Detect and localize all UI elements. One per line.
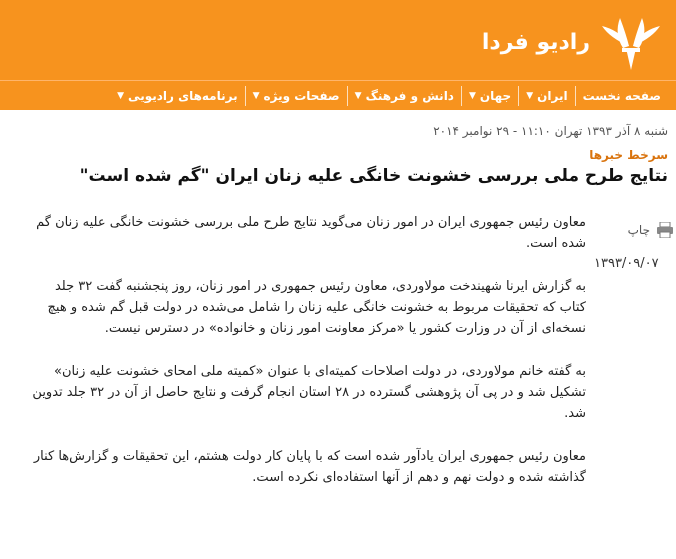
nav-divider	[245, 86, 246, 106]
nav-divider	[575, 86, 576, 106]
article-paragraph: معاون رئیس جمهوری ایران یادآور شده است که با پایان کار دولت هشتم، این تحقیقات و گزارش‌ها کنار گذاشته شده و دولت نهم و دهم از آنها استفاده‌ای نکرده است.	[33, 449, 586, 485]
nav-item-label: صفحات ویژه	[263, 88, 340, 103]
article-title: نتایج طرح ملی بررسی خشونت خانگی علیه زنان ایران "گم شده است"	[79, 166, 668, 186]
article-date-number: ۱۳۹۳/۰۹/۰۷	[594, 256, 659, 271]
print-label: چاپ	[627, 223, 650, 237]
nav-divider	[461, 86, 462, 106]
site-logo-text[interactable]: رادیو فردا	[481, 30, 590, 55]
article-body	[26, 212, 586, 510]
article-dateline: شنبه ۸ آذر ۱۳۹۳ تهران ۱۱:۱۰ - ۲۹ نوامبر ۲۰۱۴	[433, 124, 668, 138]
nav-item-label: برنامه‌های رادیویی	[128, 88, 238, 103]
print-button[interactable]	[618, 222, 674, 238]
nav-item-iran[interactable]	[519, 81, 574, 111]
caret-down-icon: ▼	[252, 90, 260, 101]
article-paragraph: به گفته خانم مولاوردی، در دولت اصلاحات کمیته‌ای با عنوان «کمیته ملی امحای خشونت علیه زنان» تشکیل شد و در پی آن پژوهشی گسترده در ۲۸ استان انجام گرفت و نتایج حاصل از آن در ۳۲ جلد تدوین شد.	[32, 364, 586, 421]
nav-item-label: صفحه نخست	[582, 88, 661, 103]
caret-down-icon: ▼	[117, 90, 125, 101]
nav-item-special-pages[interactable]	[246, 81, 347, 111]
radio-farda-logo-icon[interactable]	[596, 8, 666, 78]
nav-divider	[518, 86, 519, 106]
nav-item-label: ایران	[537, 88, 568, 103]
nav-item-science-culture[interactable]	[348, 81, 461, 111]
nav-item-label: جهان	[479, 88, 512, 103]
article-paragraph: به گزارش ایرنا شهیندخت مولاوردی، معاون رئیس جمهوری در امور زنان، روز پنجشنبه گفت ۳۲ جلد کتاب که تحقیقات مربوط به خشونت خانگی علیه زنان را شامل می‌شده در دولت قبل گم شده و هیچ نسخه‌ای از آن در وزارت کشور یا «مرکز معاونت امور زنان و خانواده» در دسترس نیست.	[47, 279, 586, 336]
caret-down-icon: ▼	[354, 90, 362, 101]
site-header	[0, 0, 676, 80]
nav-divider	[347, 86, 348, 106]
printer-icon	[656, 222, 674, 238]
nav-item-label: دانش و فرهنگ	[365, 88, 454, 103]
nav-item-home[interactable]	[576, 81, 668, 111]
article-kicker[interactable]: سرخط خبرها	[589, 148, 668, 162]
caret-down-icon: ▼	[526, 90, 534, 101]
nav-item-radio-programs[interactable]	[110, 81, 244, 111]
nav-item-world[interactable]	[462, 81, 518, 111]
main-nav	[0, 80, 676, 110]
caret-down-icon: ▼	[468, 90, 476, 101]
article-tools	[618, 222, 674, 238]
article-paragraph: معاون رئیس جمهوری ایران در امور زنان می‌گوید نتایج طرح ملی بررسی خشونت خانگی علیه زنان گم شده است.	[36, 215, 586, 251]
